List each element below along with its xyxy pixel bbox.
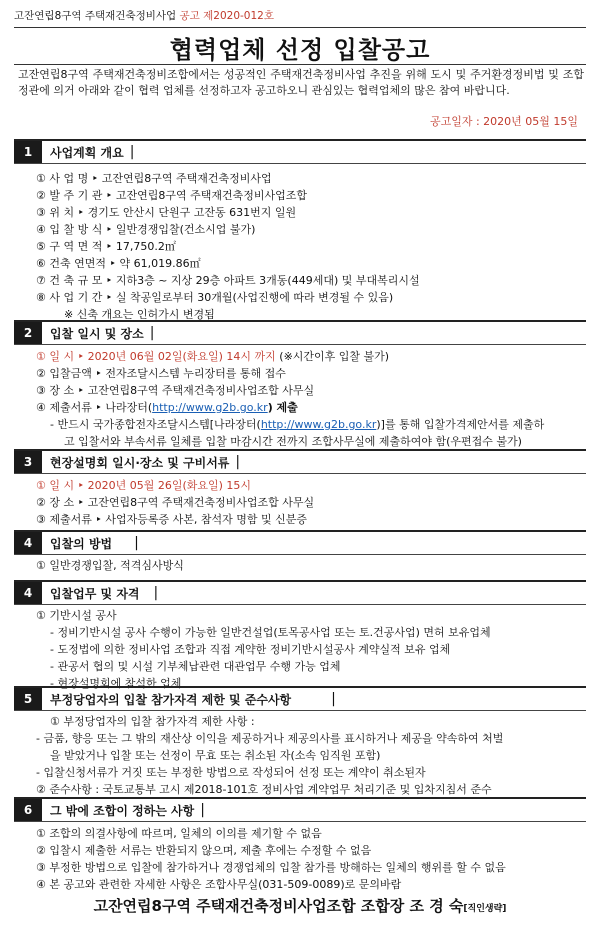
list-item: - 도정법에 의한 정비사업 조합과 직접 계약한 정비기반시설공사 계약실적 보유 업체 (50, 643, 451, 656)
section-header-6 (14, 797, 586, 822)
section-number: 6 (14, 799, 42, 821)
section-header-2 (14, 320, 586, 345)
list-item: ⑦ 건 축 규 모 ‣ 지하3층 ~ 지상 29층 아파트 3개동(449세대) 및 부대복리시설 (36, 274, 420, 287)
section-header-1 (14, 139, 586, 164)
title-bar: | (200, 802, 205, 818)
title-bar: | (149, 325, 155, 341)
note-text: - 반드시 국가종합전자조달시스템[나라장터( (50, 418, 261, 431)
notice-date: 공고일자 : 2020년 05월 15일 (429, 115, 578, 128)
section-header-5 (14, 686, 586, 711)
list-item: ⑥ 건축 연면적 ‣ 약 61,019.86㎡ (36, 257, 201, 270)
list-item: ③ 제출서류 ‣ 사업자등록증 사본, 참석자 명함 및 신분증 (36, 513, 307, 526)
list-item: 을 받았거나 입찰 또는 선정이 무효 또는 취소된 자(소속 임직원 포함) (50, 749, 381, 762)
section-1-body (36, 170, 584, 323)
title-bar: | (331, 691, 336, 707)
note-item: ※ 신축 개요는 인허가시 변경됨 (64, 308, 215, 321)
title-bar: | (235, 454, 241, 470)
note-text: )]를 통해 입찰가격제안서를 제출하 (376, 418, 545, 431)
list-item: ④ 입 찰 방 식 ‣ 일반경쟁입찰(건소시업 불가) (36, 223, 256, 236)
list-item: ④ 본 공고와 관련한 자세한 사항은 조합사무실(031-509-0089)로 문의바람 (36, 878, 402, 891)
list-item: ① 부정당업자의 입찰 참가자격 제한 사항 : (50, 715, 255, 728)
section-number: 3 (14, 451, 42, 473)
section-4a-body (36, 557, 584, 574)
section-number: 4 (14, 582, 42, 604)
section-3-body (36, 477, 584, 528)
section-title: 사업계획 개요 (50, 145, 124, 160)
section-5-body (36, 713, 584, 798)
list-item: ⑧ 사 업 기 간 ‣ 실 착공일로부터 30개월(사업진행에 따라 변경될 수 있음) (36, 291, 394, 304)
section-2-body (36, 348, 584, 450)
g2b-link[interactable]: http://www.g2b.go.kr (260, 418, 377, 431)
seal-note: [직인생략] (463, 904, 507, 914)
section-header-4-method (14, 530, 586, 555)
title-bar: | (129, 144, 135, 160)
section-number: 5 (14, 688, 42, 710)
list-item: ② 장 소 ‣ 고잔연립8구역 주택재건축정비사업조합 사무실 (36, 496, 315, 509)
page-title: 협력업체 선정 입찰공고 (169, 36, 431, 64)
section-header-4-qualification (14, 580, 586, 605)
list-item: ② 입찰시 제출한 서류는 반환되지 않으며, 제출 후에는 수정할 수 없음 (36, 844, 372, 857)
section-4b-body (36, 607, 584, 692)
list-item: - 입찰신청서류가 거짓 또는 부정한 방법으로 작성되어 선정 또는 계약이 취소된자 (36, 766, 426, 779)
divider (14, 64, 586, 65)
list-item: ③ 부정한 방법으로 입찰에 참가하거나 경쟁업체의 입찰 참가를 방해하는 일체의 행위를 할 수 없음 (36, 861, 506, 874)
list-item: - 현장설명회에 참석한 업체 (50, 677, 182, 690)
title-bar: | (153, 585, 159, 601)
section-number: 1 (14, 141, 42, 163)
deadline-item: ① 일 시 ‣ 2020년 06월 02일(화요일) 14시 까지 (36, 350, 276, 363)
g2b-link[interactable]: http://www.g2b.go.kr (152, 401, 268, 414)
intro-paragraph: 고잔연립8구역 주택재건축정비조합에서는 성공적인 주택재건축정비사업 추진을 위해 도시 및 주거환경정비법 및 조합정관에 의거 아래와 같이 협력 업체를 선정하고자 공고하오니 관심있는 협력업체의 많은 참여 바랍니다. (18, 68, 584, 97)
list-item: ④ 제출서류 ‣ 나라장터( (36, 401, 153, 414)
section-title: 입찰업무 및 자격 (50, 586, 140, 601)
list-item: ② 발 주 기 관 ‣ 고잔연립8구역 주택재건축정비사업조합 (36, 189, 307, 202)
list-item: - 금품, 향응 또는 그 밖의 재산상 이익을 제공하거나 제공의사를 표시하거나 제공을 약속하여 처벌 (36, 732, 504, 745)
note-text: 고 입찰서와 부속서류 일체를 입찰 마감시간 전까지 조합사무실에 제출하여야 함(우편접수 불가) (64, 435, 522, 448)
list-item: ② 입찰금액 ‣ 전자조달시스템 누리장터를 통해 접수 (36, 367, 286, 380)
section-6-body (36, 825, 584, 893)
notice-number: 공고 제2020-012호 (179, 10, 274, 22)
divider (14, 27, 586, 28)
list-item: ② 준수사항 : 국토교통부 고시 제2018-101호 정비사업 계약업무 처리기준 및 입차지침서 준수 (36, 783, 492, 796)
list-item: ③ 장 소 ‣ 고잔연립8구역 주택재건축정비사업조합 사무실 (36, 384, 315, 397)
header-line (14, 8, 274, 23)
list-item: - 관공서 협의 및 시설 기부체납관련 대관업무 수행 가능 업체 (50, 660, 341, 673)
project-name: 고잔연립8구역 주택재건축정비사업 (14, 10, 177, 22)
signature-text: 고잔연립8구역 주택재건축정비사업조합 조합장 조 경 숙 (93, 897, 464, 915)
section-title: 입찰 일시 및 장소 (50, 326, 144, 341)
deadline-note: (※시간이후 입찰 불가) (275, 350, 390, 363)
section-number: 4 (14, 532, 42, 554)
section-title: 현장설명회 일시·장소 및 구비서류 (50, 455, 230, 470)
list-item: ⑤ 구 역 면 적 ‣ 17,750.2㎡ (36, 240, 176, 253)
signature-line (0, 895, 600, 916)
list-item: ③ 위 치 ‣ 경기도 안산시 단원구 고잔동 631번지 일원 (36, 206, 297, 219)
list-item: ) 제출 (267, 401, 298, 414)
list-item: ① 조합의 의결사항에 따르며, 일체의 이의를 제기할 수 없음 (36, 827, 322, 840)
section-header-3 (14, 449, 586, 474)
title-bar: | (134, 535, 139, 551)
section-title: 입찰의 방법 (50, 536, 113, 551)
list-item: - 정비기반시설 공사 수행이 가능한 일반건설업(토목공사업 또는 토.건공사업) 면허 보유업체 (50, 626, 491, 639)
list-item: ① 일 시 ‣ 2020년 05월 26일(화요일) 15시 (36, 479, 252, 492)
section-number: 2 (14, 322, 42, 344)
section-title: 그 밖에 조합이 정하는 사항 (50, 803, 195, 818)
list-item: ① 일반경쟁입찰, 적격심사방식 (36, 559, 184, 572)
list-item: ① 기반시설 공사 (36, 609, 117, 622)
list-item: ① 사 업 명 ‣ 고잔연립8구역 주택재건축정비사업 (36, 172, 272, 185)
section-title: 부정당업자의 입찰 참가자격 제한 및 준수사항 (50, 692, 292, 707)
